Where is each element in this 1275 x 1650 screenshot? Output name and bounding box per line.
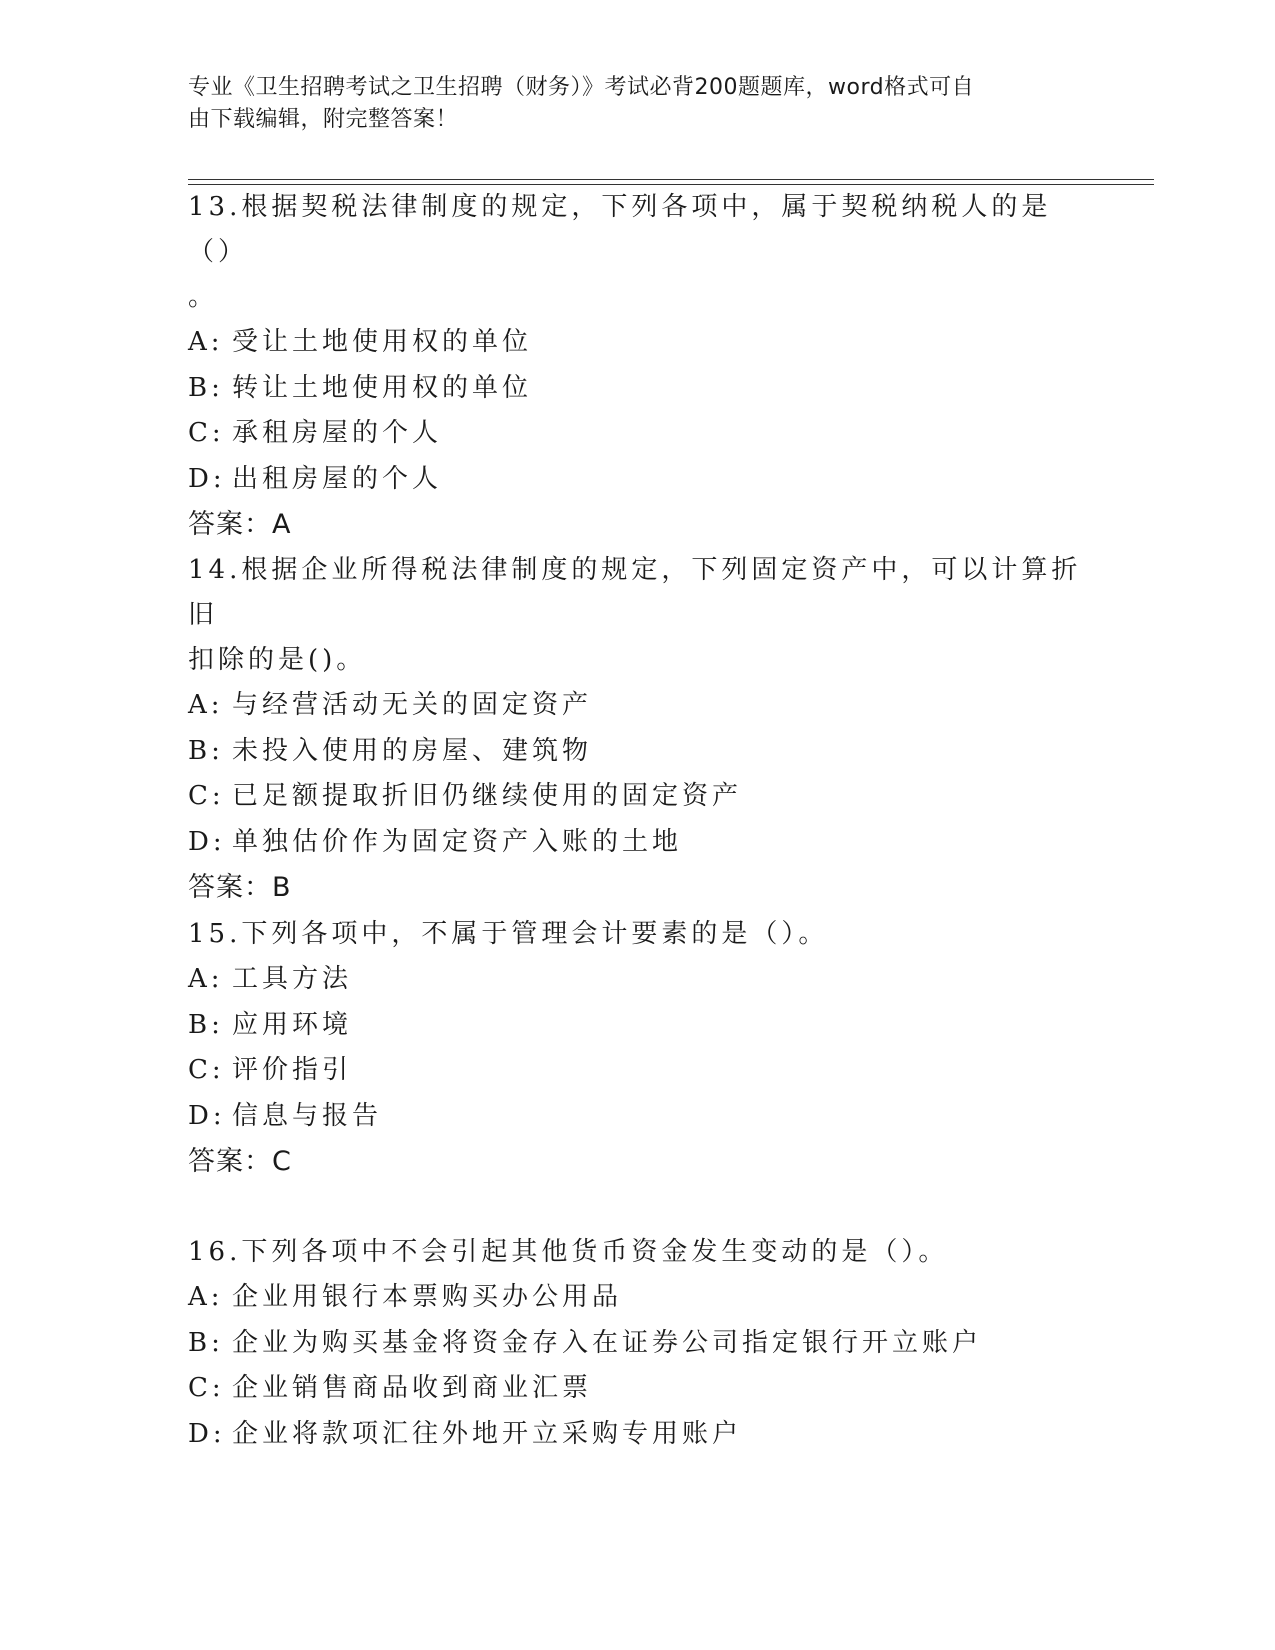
option-text: 单独估价作为固定资产入账的土地 bbox=[232, 826, 683, 857]
option-text: 评价指引 bbox=[232, 1055, 353, 1085]
option-text: 企业销售商品收到商业汇票 bbox=[232, 1373, 593, 1403]
option-key: D: bbox=[188, 1418, 226, 1449]
option-c bbox=[188, 411, 1088, 457]
header-line-1: 专业《卫生招聘考试之卫生招聘（财务）》考试必背200题题库，word格式可自 bbox=[188, 75, 975, 100]
option-key: C: bbox=[188, 1373, 225, 1403]
question-stem: 16.下列各项中不会引起其他货币资金发生变动的是（）。 bbox=[188, 1237, 949, 1267]
answer-label: 答案：C bbox=[188, 1146, 292, 1177]
header-divider-top bbox=[188, 179, 1154, 180]
option-text: 工具方法 bbox=[232, 964, 353, 994]
option-text: 信息与报告 bbox=[232, 1100, 383, 1131]
option-text: 企业将款项汇往外地开立采购专用账户 bbox=[232, 1418, 743, 1449]
question-14 bbox=[188, 548, 1088, 911]
option-d bbox=[188, 1094, 1088, 1140]
option-b bbox=[188, 366, 1088, 412]
option-key: C: bbox=[188, 418, 225, 448]
option-key: B: bbox=[188, 372, 224, 403]
header-line-2: 由下载编辑，附完整答案！ bbox=[188, 107, 459, 132]
option-key: B: bbox=[188, 735, 224, 766]
question-15 bbox=[188, 912, 1088, 1185]
option-c bbox=[188, 1048, 1088, 1094]
question-stem: 14.根据企业所得税法律制度的规定，下列固定资产中，可以计算折旧 bbox=[188, 555, 1082, 630]
option-a bbox=[188, 1275, 1088, 1321]
option-text: 企业用银行本票购买办公用品 bbox=[232, 1282, 623, 1312]
option-b bbox=[188, 1003, 1088, 1049]
option-b bbox=[188, 729, 1088, 775]
document-header bbox=[188, 72, 1088, 136]
question-13 bbox=[188, 185, 1088, 548]
question-stem: 13.根据契税法律制度的规定，下列各项中，属于契税纳税人的是（） bbox=[188, 192, 1052, 267]
option-key: B: bbox=[188, 1009, 224, 1040]
option-d bbox=[188, 457, 1088, 503]
option-text: 已足额提取折旧仍继续使用的固定资产 bbox=[232, 781, 743, 811]
option-key: B: bbox=[188, 1327, 224, 1358]
option-key: D: bbox=[188, 463, 226, 494]
option-text: 与经营活动无关的固定资产 bbox=[232, 690, 593, 720]
option-key: A: bbox=[188, 327, 224, 357]
option-text: 承租房屋的个人 bbox=[232, 418, 443, 448]
option-d bbox=[188, 1412, 1088, 1458]
option-a bbox=[188, 957, 1088, 1003]
option-text: 受让土地使用权的单位 bbox=[232, 327, 533, 357]
option-text: 转让土地使用权的单位 bbox=[232, 372, 533, 403]
option-b bbox=[188, 1321, 1088, 1367]
question-16 bbox=[188, 1230, 1088, 1457]
option-key: D: bbox=[188, 826, 226, 857]
option-key: A: bbox=[188, 690, 224, 720]
question-stem: 15.下列各项中，不属于管理会计要素的是（）。 bbox=[188, 919, 829, 949]
option-c bbox=[188, 1366, 1088, 1412]
option-text: 企业为购买基金将资金存入在证券公司指定银行开立账户 bbox=[232, 1327, 983, 1358]
option-key: C: bbox=[188, 1055, 225, 1085]
option-key: A: bbox=[188, 1282, 224, 1312]
option-text: 出租房屋的个人 bbox=[232, 463, 443, 494]
answer-label: 答案：B bbox=[188, 872, 292, 903]
option-a bbox=[188, 320, 1088, 366]
question-stem-continuation: 。 bbox=[188, 282, 219, 312]
option-text: 未投入使用的房屋、建筑物 bbox=[232, 735, 593, 766]
option-c bbox=[188, 774, 1088, 820]
question-stem-continuation: 扣除的是()。 bbox=[188, 645, 367, 675]
option-d bbox=[188, 820, 1088, 866]
option-key: C: bbox=[188, 781, 225, 811]
option-key: D: bbox=[188, 1100, 226, 1131]
option-text: 应用环境 bbox=[232, 1009, 353, 1040]
answer-label: 答案：A bbox=[188, 509, 292, 540]
option-a bbox=[188, 683, 1088, 729]
option-key: A: bbox=[188, 964, 224, 994]
